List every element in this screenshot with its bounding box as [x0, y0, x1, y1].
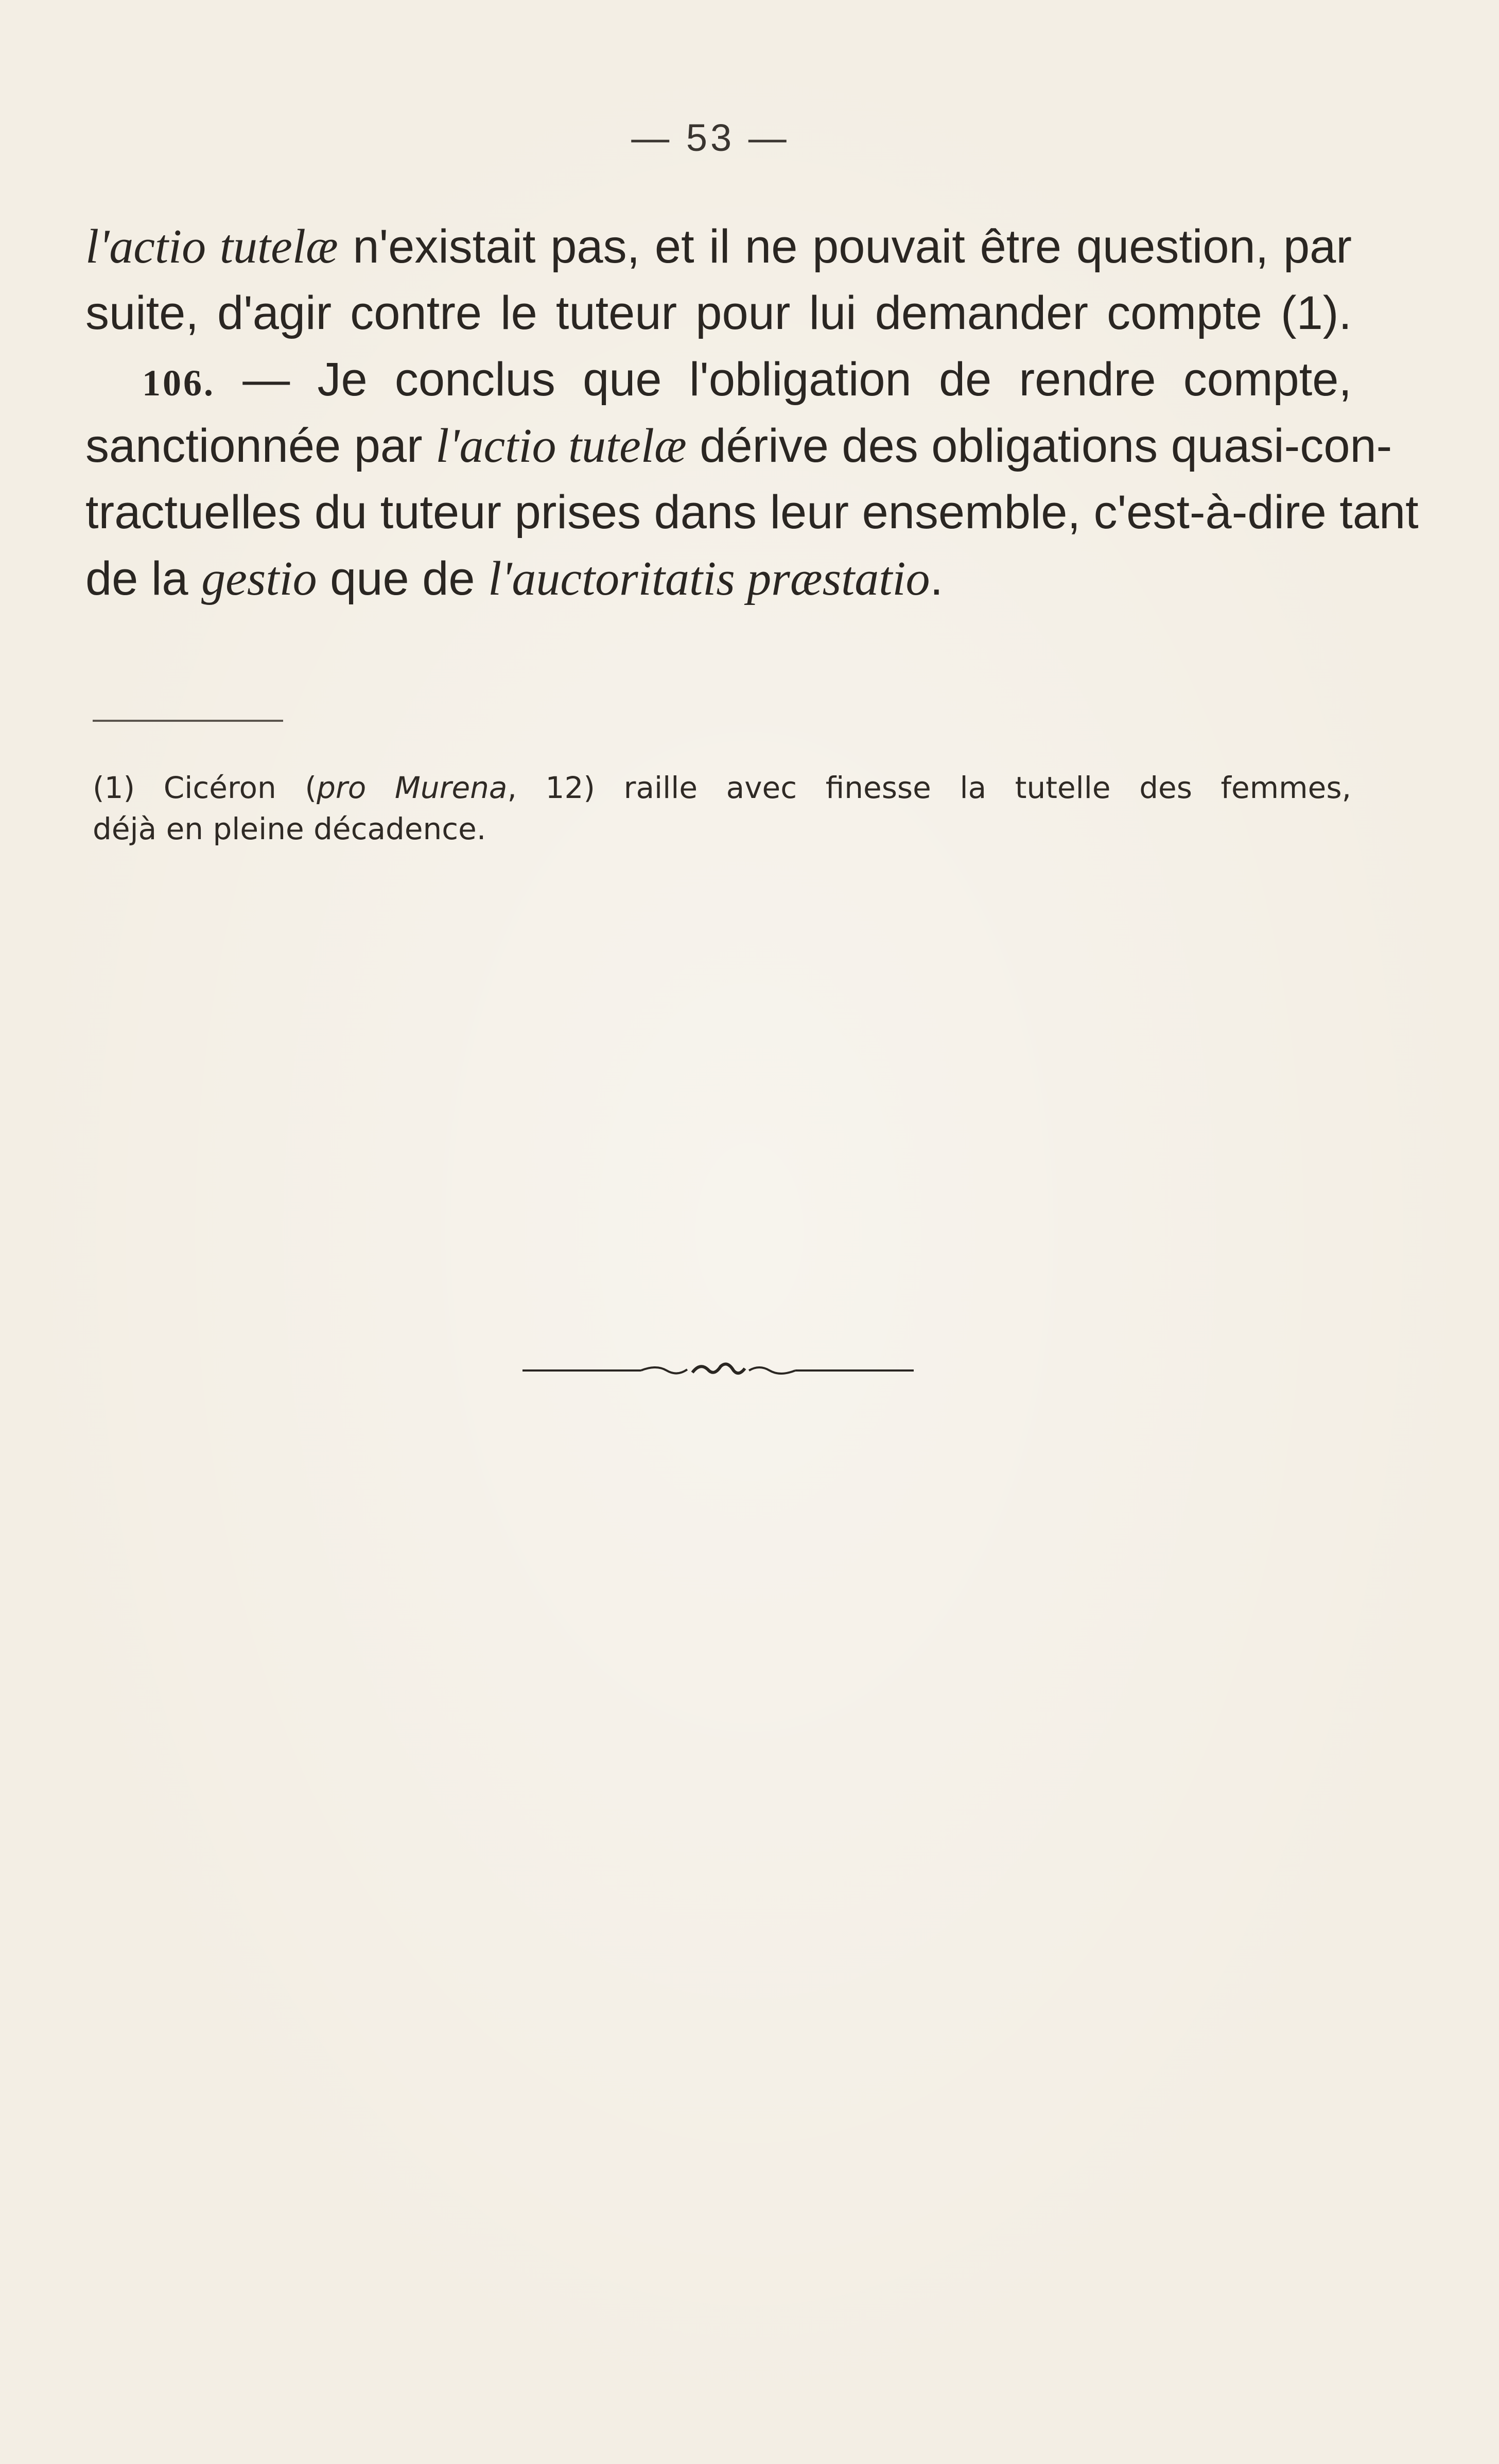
text-segment: (1) Cicéron (: [93, 770, 317, 805]
footnote-line-2: déjà en pleine décadence.: [93, 811, 486, 846]
text-line-5: tractuelles du tuteur prises dans leur ensemble, c'est-à-dire tant: [85, 486, 1419, 539]
text-line-1: [85, 214, 1352, 280]
text-segment: — Je conclus que l'obligation de rendre compte,: [215, 353, 1352, 406]
footnote-line-1: [93, 767, 1351, 808]
text-segment: sanctionnée par: [85, 420, 436, 472]
text-segment: dérive des obligations quasi-con-: [686, 420, 1392, 472]
paragraph-number: 106.: [142, 362, 215, 404]
footnote-separator: [93, 720, 283, 722]
text-line-2: suite, d'agir contre le tuteur pour lui demander compte (1).: [85, 287, 1352, 339]
italic-term: l'actio tutelæ: [85, 220, 338, 273]
text-segment: de la: [85, 552, 202, 605]
text-segment: n'existait pas, et il ne pouvait être question, par: [338, 220, 1352, 273]
text-segment: que de: [317, 552, 489, 605]
italic-term: pro Murena: [317, 770, 508, 805]
footnote: [93, 767, 1351, 849]
text-segment: .: [930, 552, 944, 605]
main-paragraph: [85, 214, 1419, 612]
text-segment: , 12) raille avec finesse la tutelle des femmes,: [507, 770, 1351, 805]
italic-term: gestio: [201, 552, 317, 605]
ornament-divider-icon: [522, 1359, 914, 1380]
text-line-4: [85, 413, 1392, 479]
italic-term: l'auctoritatis præstatio: [488, 552, 930, 605]
italic-term: l'actio tutelæ: [435, 419, 687, 473]
text-line-6: [85, 546, 1352, 612]
text-line-3: [85, 346, 1352, 413]
page-number: — 53 —: [631, 116, 790, 159]
